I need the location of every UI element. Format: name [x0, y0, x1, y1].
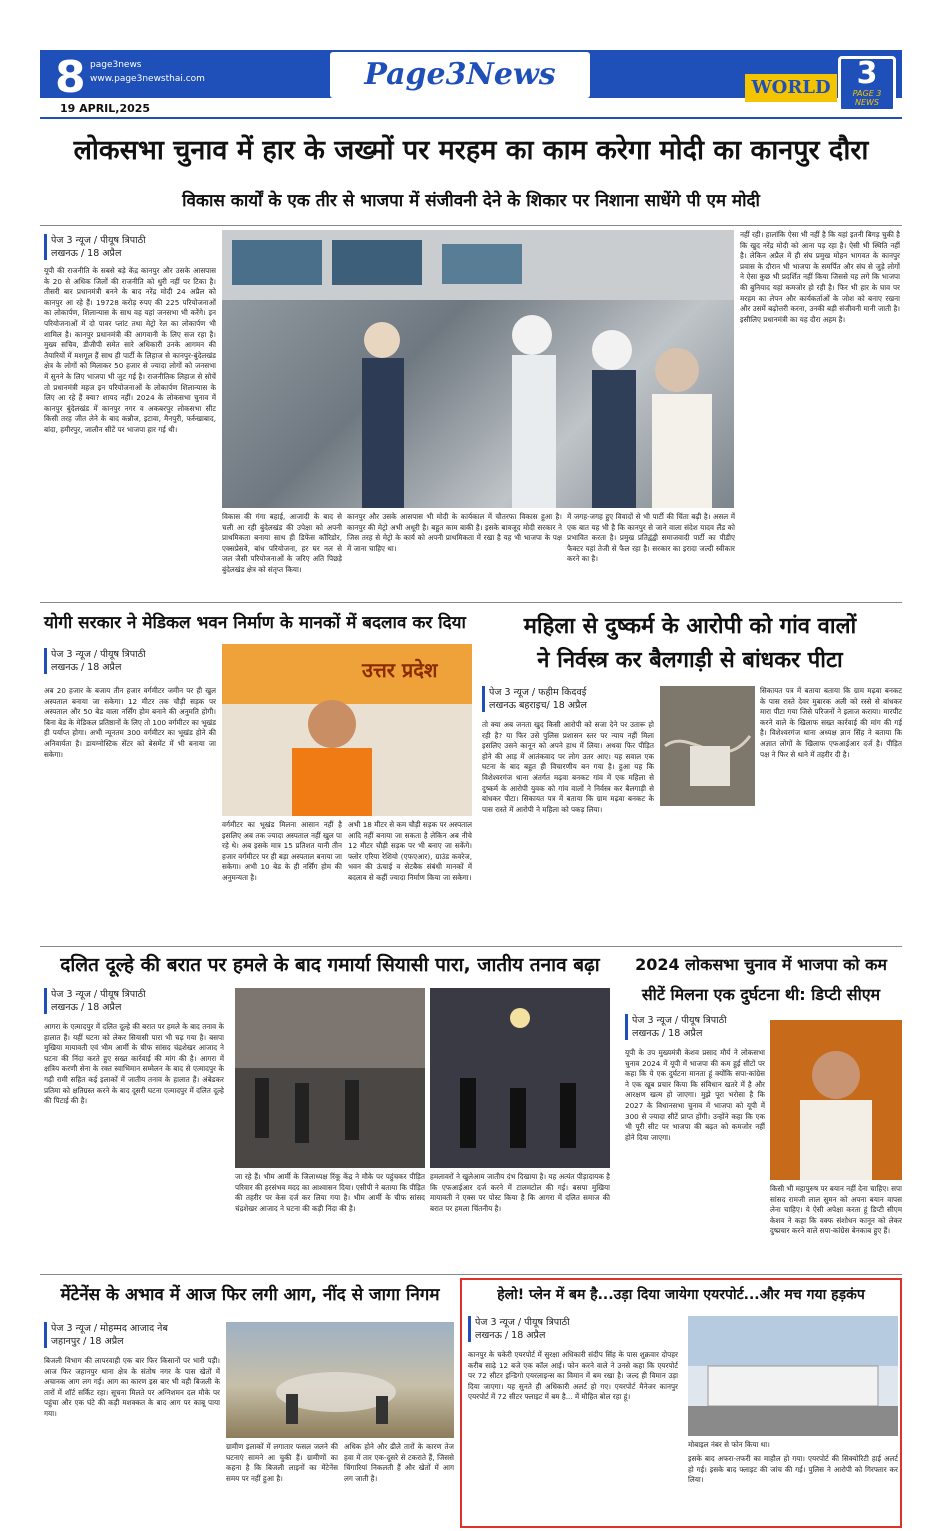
issue-date: 19 APRIL,2025 [60, 102, 151, 115]
aag-byline [44, 1322, 214, 1348]
plane-col-1: कानपुर के चकेरी एयरपोर्ट में सुरक्षा अधिकारी संदीप सिंह के पास शुक्रवार दोपहर करीब साढ़े 12 बजे एक कॉल आई। फोन करने वाले ने उनसे कहा कि एयरपोर्ट पर 72 सीटर इन्डिगो एयरलाइन्स का विमान में बम रखा है। जल्द ही विमान उड़ा दिया जाएगा। यह सुनते ही अधिकारी अलर्ट हो गए। एयरपोर्ट मैनेजर कानपुर एयरपोर्ट में 72 सीटर फ्लाइट में बम है... में मौहित बोल रहा हूं। [468, 1350, 678, 1402]
dalit-photo-2 [430, 988, 610, 1168]
yogi-col-2: वर्गमीटर का भूखंड मिलना आसान नहीं है इसलिए अब तक ज्यादा अस्पताल नहीं खुल पा रहे थे। अब इसके मात्र 15 प्रतिशत यानी तीन हजार वर्गमीटर पर ही बड़ा अस्पताल बनाया जा सकेगा। अभी 10 बेड के ही नर्सिंग होम की अनुमन्यता है। [222, 820, 342, 882]
byline-dateline: जहानपुर / 18 अप्रैल [51, 1336, 124, 1347]
crowd-illustration [235, 988, 425, 1168]
lead-col-3: कानपुर और उसके आसपास भी मोदी के कार्यकाल में चौतरफा विकास हुआ है। कानपुर की मेट्रो अभी अधूरी है। बहुत काम बाकी है। इसके बावजूद मोदी सरकार ने जिस तरह से मेट्रो के कार्य को अपनी प्राथमिकता में रखा है यह भी भाजपा के पक्ष में जाना चाहिए था। [347, 512, 562, 553]
mahila-photo [660, 686, 755, 806]
page-number: 8 [55, 52, 86, 103]
lead-photo [222, 230, 734, 508]
control-room-illustration [222, 230, 734, 508]
byline-author: पेज 3 न्यूज / मोहम्मद आजाद नेब [51, 1323, 168, 1334]
mahila-headline [478, 610, 902, 678]
badge-num: 3 [856, 56, 878, 91]
dalit-col-1: आगरा के एत्मादपुर में दलित दूल्हे की बरात पर हमले के बाद तनाव के हालात हैं। यहीं घटना को लेकर सियासी पारा भी चढ़ गया है। बसपा मुखिया मायावती एवं भीम आर्मी के चीफ सांसद चंद्रशेखर आजाद ने घटना की निंदा करते हुए सख्त कार्रवाई की मांग की है। आगरा में क्षत्रिय करणी सेना के रक्त स्वाभिमान सम्मेलन के बाद से एत्मादपुर के गढ़ी रामी सहित कई इलाकों में जातीय तनाव के हालात हैं। अंबेडकर प्रतिमा को क्षतिग्रस्त करने के बाद दूसरी घटना एत्मादपुर में दलित दूल्हे की पिटाई की है। [44, 1022, 224, 1106]
lead-rule [40, 225, 902, 226]
night-crowd-illustration [430, 988, 610, 1168]
airport-illustration [688, 1316, 898, 1436]
byline-author: पेज 3 न्यूज / पीयूष त्रिपाठी [51, 235, 146, 246]
badge-sub: NEWS [854, 98, 880, 107]
fire-field-illustration [226, 1322, 454, 1438]
aag-headline: मेंटेनेंस के अभाव में आज फिर लगी आग, नींद से जागा निगम [60, 1285, 440, 1305]
lead-end-rule [40, 602, 902, 603]
maurya-headline [620, 950, 902, 1010]
masthead-rule [40, 117, 902, 119]
headline-line1: 2024 लोकसभा चुनाव में भाजपा को कम [635, 955, 887, 974]
maurya-photo [770, 1020, 902, 1180]
mahila-col-1: तो क्या अब जनता खुद किसी आरोपी को सजा देने पर उतारू हो रही है? या फिर उसे पुलिस प्रशासन स्तर पर न्याय नहीं मिला इसलिए उसने कानून को अपने हाथ में लिया। अथवा फिर पीड़ित होने की आड़ में आतंकवाद पर लोग उतर आए। यह सवाल एक घटना के बाद बहुत ही विचारणीय बन गया है। हुआ यह कि विशेश्वरगंज थाना अंतर्गत मढ़वा बनकट गांव में एक महिला से दुष्कर्म के आरोपी युवक को गांव वालों ने निर्वस्त्र कर बैलगाड़ी से बांधकर पीटा। सिकायत पत्र में बताया कि ग्राम मढ़वा बनकट के पास रास्ते में आरोपी ने महिला को पकड़ लिया। [482, 720, 654, 814]
headline-line2: ने निर्वस्त्र कर बैलगाड़ी से बांधकर पीटा [537, 648, 843, 673]
byline-dateline: लखनऊ / 18 अप्रैल [632, 1028, 703, 1039]
lower-rule [40, 1274, 902, 1275]
dalit-col-3: हमलावरों ने खुलेआम जातीय दंभ दिखाया है। यह अत्यंत पीड़ादायक है कि एफआईआर दर्ज करने में टालमटोल की गई। बसपा मुखिया मायावती ने एक्स पर पोस्ट किया है कि आगरा में दलित समाज की बरात पर हमला चिंतनीय है। [430, 1172, 610, 1213]
lead-col-4: में जगह-जगह हुए विवादों से भी पार्टी की चिंता बढ़ी है। असल में एक बात यह भी है कि कानपुर से जाने वाला संदेश यादव लैंड को प्रभावित करता है। प्रमुख प्रतिद्वंद्वी समाजवादी पार्टी का पीडीए फैक्टर यहां तेजी से फैल रहा है। सरकार का इरादा जल्दी स्वीकार करने का है। [567, 512, 735, 564]
website: www.page3newsthai.com [90, 74, 205, 84]
yogi-photo [222, 644, 472, 816]
headline-line1: महिला से दुष्कर्म के आरोपी को गांव वालों [523, 614, 857, 639]
mahila-byline [482, 686, 652, 712]
lead-headline: लोकसभा चुनाव में हार के जख्मों पर मरहम का काम करेगा मोदी का कानपुर दौरा [73, 135, 869, 166]
yogi-col-1: अब 20 हजार के बजाय तीन हजार वर्गमीटर जमीन पर ही खुल अस्पताल बनाया जा सकेगा। 12 मीटर तक चौड़ी सड़क पर अस्पताल और 50 बेड वाला नर्सिंग होम बनाने की अनुमति होगी। बिना बेड के मेडिकल प्रतिष्ठानों के लिए तो 100 वर्गमीटर का भूखंड ही पर्याप्त होगा। अभी न्यूनतम 300 वर्गमीटर का भूखंड होने की अनिवार्यता है। डायग्नोस्टिक सेंटर को बेसमेंट में भी बनाया जा सकेगा। [44, 686, 216, 759]
aag-col-3: अधिक होने और ढीले तारों के कारण तेज हवा में तार एक-दूसरे से टकराते हैं, जिससे चिंगारियां निकलती हैं और खेतों में आग लग जाती है। [344, 1442, 454, 1483]
byline-dateline: लखनऊ बहराइच/ 18 अप्रैल [489, 700, 587, 711]
plane-byline [468, 1316, 688, 1342]
page3-badge [838, 56, 896, 112]
dalit-photo-1 [235, 988, 425, 1168]
rope-photo-illustration [660, 686, 755, 806]
maurya-col-1: यूपी के उप मुख्यमंत्री केशव प्रसाद मौर्य ने लोकसभा चुनाव 2024 में यूपी में भाजपा की कम हुई सीटों पर कहा कि ये एक दुर्घटना मानता हूं क्योंकि सपा-कांग्रेस ने एक खूब प्रचार किया कि संविधान खतरे में है और आरक्षण खत्म हो जाएगा। मुझे पूरा भरोसा है कि 2027 के विधानसभा चुनाव में भाजपा को यूपी में 300 से ज्यादा सीटें प्राप्त होंगी। उन्होंने कहा कि एक भी पूरी सीट पर भाजपा की बढ़त को कमजोर नहीं होने दिया जाएगा। [625, 1048, 765, 1142]
lead-col-5: नहीं रही। हालांकि ऐसा भी नहीं है कि यहां इतनी बिगड़ चुकी है कि खुद नरेंद्र मोदी को आना पड़ रहा है। ऐसी भी स्थिति नहीं है। लेकिन अप्रैल में ही संघ प्रमुख मोहन भागवत के कानपुर प्रवास के दौरान भी भाजपा के समर्पित और संघ से जुड़े लोगों ने ऐसा कुछ भी प्रदर्शित नहीं किया जिससे यह लगे कि भाजपा की बुनियाद यहां कमजोर हो रही है। फिर भी हार के घाव पर मरहम का लेपन और कार्यकर्ताओं के जोश को बनाए रखना और उसमें बढ़ोत्तरी करना, उनकी बड़ी संजीवनी मानी जाती है। इसीलिए प्रधानमंत्री का यह दौरा अहम है। [740, 230, 900, 324]
handle: page3news [90, 60, 142, 70]
plane-photo [688, 1316, 898, 1436]
mid-rule [40, 946, 902, 947]
yogi-headline: योगी सरकार ने मेडिकल भवन निर्माण के मानकों में बदलाव कर दिया [44, 613, 466, 633]
aag-col-1: बिजली विभाग की लापरवाही एक बार फिर किसानों पर भारी पड़ी। आज फिर जहानपुर थाना क्षेत्र के संतोष नगर के पास खेतों में अचानक आग लग गई। आग का कारण इस बार भी वही बिजली के तारों में शॉर्ट सर्किट रहा। सूचना मिलते पर अग्निशमन दल मौके पर पहुंचा और एक घंटे की कड़ी मशक्कत के बाद आग पर काबू पाया गया। [44, 1356, 220, 1418]
deputy-cm-illustration [770, 1020, 902, 1180]
dalit-col-2: जा रहे हैं। भीम आर्मी के जिलाध्यक्ष रिंकू केंद्र ने मौके पर पहुंचकर पीड़ित परिवार की हरसंभव मदद का आश्वासन दिया। एसीपी ने बताया कि पीड़ित की तहरीर पर केस दर्ज कर लिया गया है। भीम आर्मी के चीफ सांसद चंद्रशेखर आजाद ने घटना की कड़ी निंदा की है। [235, 1172, 425, 1213]
image-caption: उत्तर प्रदेश [362, 658, 438, 682]
byline-author: पेज 3 न्यूज / पीयूष त्रिपाठी [475, 1317, 570, 1328]
yogi-byline [44, 648, 214, 674]
byline-dateline: लखनऊ / 18 अप्रैल [475, 1330, 546, 1341]
newspaper-logo: Page3News [330, 52, 590, 98]
plane-photo-caption: मोबाइल नंबर से फोन किया था। [688, 1440, 770, 1449]
badge-text: PAGE 3 [852, 89, 882, 98]
lead-col-1: यूपी की राजनीति के सबसे बड़े केंद्र कानपुर और उसके आसपास के 20 से अधिक जिलों की राजनीति को धुरी नहीं पर टिका है। तीसरी बार प्रधानमंत्री बनने के बाद नरेंद्र मोदी 24 अप्रैल को कानपुर आ रहे हैं। 19728 करोड़ रुपए की 225 परियोजनाओं का लोकार्पण, शिलान्यास के साथ वह यहां जनसभा भी करेंगे। इन परियोजनाओं में दो पावर प्लांट तथा मेट्रो रेल का लोकार्पण भी शामिल है। कानपुर प्रधानमंत्री की आगवानी के लिए सज रहा है। मुख्य सचिव, डीजीपी समेत सारे अधिकारी उनके आगमन की तैयारियों में मशगूल हैं साथ ही पार्टी के लिहाज से कानपुर-बुंदेलखंड क्षेत्र के लोगों को मिलाकर 50 हजार से ज्यादा लोगों को जनसभा में सुनने के लिए भाजपा भी जुट गई है। राजनीतिक लिहाज से सोचें तो प्रधानमंत्री महज इन परियोजनाओं के लोकार्पण शिलान्यास के लिए आ रहे हैं क्या? शायद नहीं। 2024 के लोकसभा चुनाव में कानपुर बुंदेलखंड में कानपुर नगर व अकबरपुर लोकसभा सीट किसी तरह जीत लेने के बाद कन्नौज, इटावा, मैनपुरी, फर्रुखाबाद, बांदा, हमीरपुर, जालौन सीटें पर भाजपा हार गई थी। [44, 266, 216, 434]
aag-photo [226, 1322, 454, 1438]
byline-author: पेज 3 न्यूज / फहीम किदवई [489, 687, 587, 698]
plane-headline: हेलो! प्लेन में बम है...उड़ा दिया जायेगा एयरपोर्ट...और मच गया हड़कंप [497, 1287, 865, 1303]
dalit-headline: दलित दूल्हे की बरात पर हमले के बाद गमार्या सियासी पारा, जातीय तनाव बढ़ा [60, 954, 600, 976]
yogi-col-3: अभी 18 मीटर से कम चौड़ी सड़क पर अस्पताल आदि नहीं बनाया जा सकता है लेकिन अब नीचे 12 मीटर चौड़ी सड़क पर भी बनाए जा सकेंगे। फ्लोर एरिया रेशियो (एफएआर), ग्राउंड कवरेज, भवन की ऊंचाई व सेटबैक संबंधी मानकों में बदलाव से कहीं ज्यादा निर्माण किया जा सकेगा। [348, 820, 472, 882]
byline-dateline: लखनऊ / 18 अप्रैल [51, 662, 122, 673]
lead-subhead: विकास कार्यों के एक तीर से भाजपा में संजीवनी देने के शिकार पर निशाना साधेंगे पी एम मोदी [182, 191, 760, 211]
social-handle [90, 58, 205, 86]
headline-line2: सीटें मिलना एक दुर्घटना थी: डिप्टी सीएम [641, 985, 881, 1004]
byline-dateline: लखनऊ / 18 अप्रैल [51, 248, 122, 259]
section-label: WORLD [745, 74, 837, 102]
byline-author: पेज 3 न्यूज / पीयूष त्रिपाठी [51, 649, 146, 660]
byline-author: पेज 3 न्यूज / पीयूष त्रिपाठी [632, 1015, 727, 1026]
plane-col-2: इसके बाद अफरा-तफरी का माहौल हो गया। एयरपोर्ट की सिक्योरिटी हाई अलर्ट हो गई। इसके बाद फ्लाइट की जांच की गई। पुलिस ने आरोपी को गिरफ्तार कर लिया। [688, 1454, 898, 1485]
maurya-col-2: किसी भी महापुरुष पर बयान नहीं देना चाहिए। सपा सांसद रामजी लाल सुमन को अपना बयान वापस लेना चाहिए। ये ऐसी अपेक्षा करता हूं डिप्टी सीएम केशव ने कहा कि वक्फ संशोधन कानून को लेकर दुष्प्रचार करने वाले सपा-कांग्रेस बेनकाब हुए हैं। [770, 1184, 902, 1236]
dalit-byline [44, 988, 214, 1014]
lead-col-2: विकास की गंगा बहाई, आजादी के बाद से चली आ रही बुंदेलखंड की उपेक्षा को अपनी प्राथमिकता बनाया साथ ही डिफेंस कॉरिडोर, एक्सप्रेसवे, बांध परियोजना, हर घर नल से जल जैसी परियोजनाओं के जरिए अति पिछड़े बुंदेलखंड क्षेत्र को संतृप्त किया। [222, 512, 342, 574]
byline-author: पेज 3 न्यूज / पीयूष त्रिपाठी [51, 989, 146, 1000]
mahila-col-2: सिकायत पत्र में बताया बताया कि ग्राम मढ़वा बनकट के पास रास्ते देवर मुबारक अली को रस्से से बांधकर मारा पीटा गया जिसे परिजनों ने इलाज कराया। मारपीट करने वाले के खिलाफ सख्त कार्रवाई की मांग की गई है। विशेश्वरगंज थाना अध्यक्ष ज्ञान सिंह ने बताया कि अज्ञात लोगों के खिलाफ एफआईआर दर्ज है। पीड़ित पक्ष ने फिर से थाने में तहरीर दी है। [760, 686, 902, 759]
aag-col-2: ग्रामीण इलाकों में लगातार फसल जलने की घटनाएं सामने आ चुकी हैं। ग्रामीणों का कहना है कि बिजली लाइनों का मेंटेनेंस समय पर नहीं हुआ है। [226, 1442, 338, 1483]
byline-dateline: लखनऊ / 18 अप्रैल [51, 1002, 122, 1013]
lead-byline [44, 234, 214, 260]
